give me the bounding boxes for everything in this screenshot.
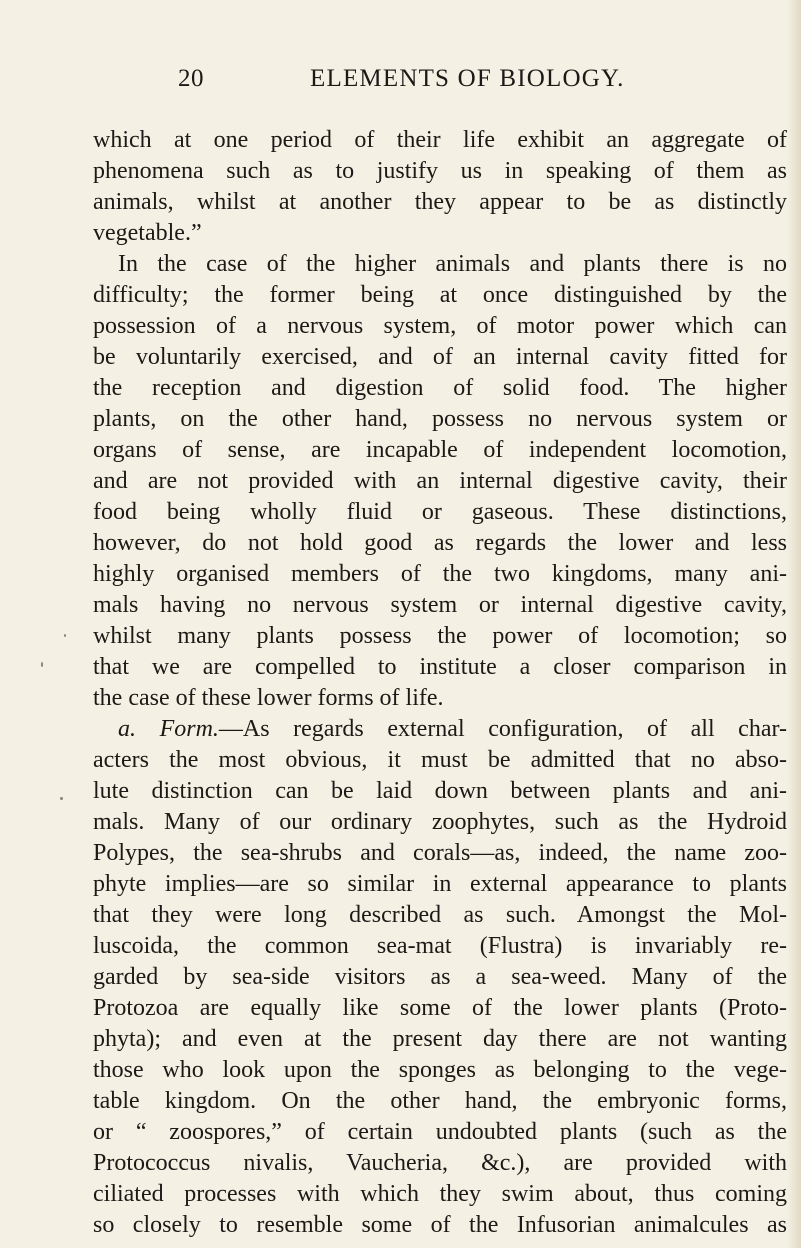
text-line: the reception and digestion of solid food. The higher (93, 375, 787, 401)
paper-speck (64, 634, 66, 637)
text-line: ciliated processes with which they swim about, thus coming (93, 1181, 787, 1207)
text-line: mals. Many of our ordinary zoophytes, such as the Hydroid (93, 809, 787, 835)
text-line: Protozoa are equally like some of the lower plants (Proto- (93, 995, 787, 1021)
running-title: ELEMENTS OF BIOLOGY. (310, 65, 625, 92)
text-line: acters the most obvious, it must be admitted that no abso- (93, 747, 787, 773)
text-line: phyte implies—are so similar in external appearance to plants (93, 871, 787, 897)
text-line: that we are compelled to institute a closer comparison in (93, 654, 787, 680)
section-line (118, 713, 787, 745)
text-line: so closely to resemble some of the Infusorian animalcules as (93, 1212, 787, 1238)
running-head (178, 62, 678, 96)
text-line: vegetable.” (93, 220, 202, 246)
text-line: garded by sea-side visitors as a sea-weed. Many of the (93, 964, 787, 990)
text-line: plants, on the other hand, possess no nervous system or (93, 406, 787, 432)
text-run: —As regards external configuration, of all char- (218, 716, 787, 742)
text-line: In the case of the higher animals and plants there is no (118, 251, 787, 277)
paper-speck (41, 662, 43, 667)
text-line: be voluntarily exercised, and of an internal cavity fitted for (93, 344, 787, 370)
text-line: organs of sense, are incapable of independent locomotion, (93, 437, 787, 463)
text-line: Protococcus nivalis, Vaucheria, &c.), are provided with (93, 1150, 787, 1176)
text-line: food being wholly fluid or gaseous. These distinctions, (93, 499, 787, 525)
text-line: luscoida, the common sea-mat (Flustra) is invariably re- (93, 933, 787, 959)
paper-speck (60, 797, 63, 800)
text-line: and are not provided with an internal digestive cavity, their (93, 468, 787, 494)
text-line: the case of these lower forms of life. (93, 685, 444, 711)
text-line: highly organised members of the two kingdoms, many ani- (93, 561, 787, 587)
text-line: phenomena such as to justify us in speaking of them as (93, 158, 787, 184)
text-line: mals having no nervous system or internal digestive cavity, (93, 592, 787, 618)
text-line: possession of a nervous system, of motor power which can (93, 313, 787, 339)
text-line: difficulty; the former being at once distinguished by the (93, 282, 787, 308)
text-line: table kingdom. On the other hand, the embryonic forms, (93, 1088, 787, 1114)
text-line: that they were long described as such. Amongst the Mol- (93, 902, 787, 928)
text-line: animals, whilst at another they appear to be as distinctly (93, 189, 787, 215)
text-line: phyta); and even at the present day there are not wanting (93, 1026, 787, 1052)
page-number: 20 (178, 65, 204, 92)
section-heading: a. Form. (118, 716, 219, 742)
text-line: those who look upon the sponges as belonging to the vege- (93, 1057, 787, 1083)
text-line: which at one period of their life exhibit an aggregate of (93, 127, 787, 153)
page-edge-shadow (787, 0, 801, 1248)
text-line: lute distinction can be laid down between plants and ani- (93, 778, 787, 804)
text-line: whilst many plants possess the power of locomotion; so (93, 623, 787, 649)
text-line: Polypes, the sea-shrubs and corals—as, indeed, the name zoo- (93, 840, 787, 866)
text-line: or “ zoospores,” of certain undoubted plants (such as the (93, 1119, 787, 1145)
text-line: however, do not hold good as regards the lower and less (93, 530, 787, 556)
